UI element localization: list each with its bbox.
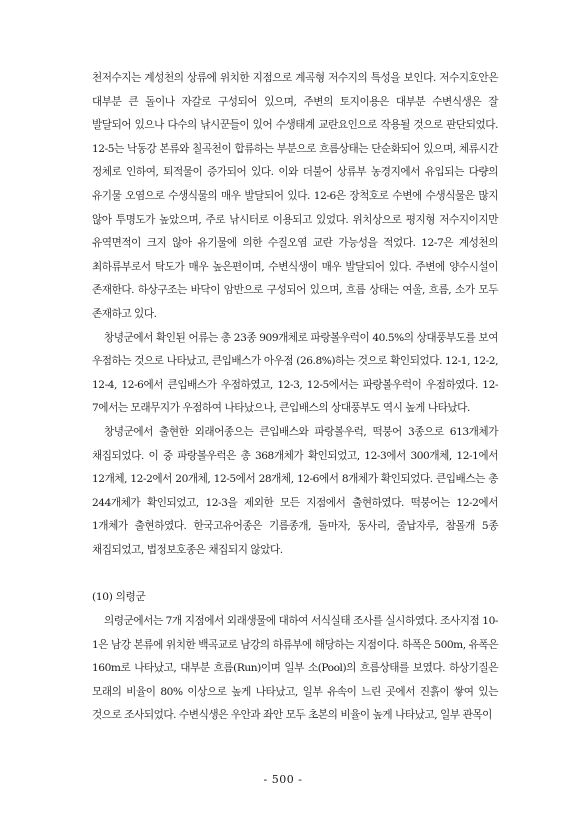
section-heading: (10) 의령군 [92, 591, 146, 604]
paragraph-changnyeong-fish: 창녕군에서 확인된 어류는 총 23종 909개체로 파랑볼우럭이 40.5%의 상대풍부도를 보여 우점하는 것으로 나타났고, 큰입배스가 아우점 (26.8%)하는 것으로 확인되었다. 12-1, 12-2, 12-4, 12-6에서 큰입배스가 우점하였고, 12-3, 12-5에서는 파랑볼우럭이 우점하였다. 12-7에서는 모래무지가 우점하여 나타났으나, 큰입배스의 상대풍부도 역시 높게 나타났다. [92, 331, 498, 415]
paragraph-changnyeong-sites: 천저수지는 계성천의 상류에 위치한 지점으로 계곡형 저수지의 특성을 보인다. 저수지호안은 대부분 큰 돌이나 자갈로 구성되어 있으며, 주변의 토지이용은 대부분 수변식생은 잘 발달되어 있으나 다수의 낚시꾼들이 있어 수생태계 교란요인으로 작용될 것으로 판단되었다. 12-5는 낙동강 본류와 칠곡천이 합류하는 부분으로 흐름상태는 단순화되어 있으며, 체류시간 정체로 인하여, 퇴적물이 증가되어 있다. 이와 더불어 상류부 농경지에서 유입되는 다량의 유기물 오염으로 수생식물의 매우 발달되어 있다. 12-6은 장척호로 수변에 수생식물은 많지 않아 투명도가 높았으며, 주로 낚시터로 이용되고 있었다. 위치상으로 평지형 저수지이지만 유역면적이 크지 않아 유기물에 의한 수질오염 교란 가능성을 적었다. 12-7은 계성천의 최하류부로서 탁도가 매우 높은편이며, 수변식생이 매우 발달되어 있다. 주변에 양수시설이 존재한다. 하상구조는 바닥이 암반으로 구성되어 있으며, 흐름 상태는 여울, 흐름, 소가 모두 존재하고 있다. [92, 72, 498, 320]
paragraph-uiryeong-survey: 의령군에서는 7개 지점에서 외래생물에 대하여 서식실태 조사를 실시하였다. 조사지점 10-1은 남강 본류에 위치한 백곡교로 남강의 하류부에 해당하는 지점이다. 하폭은 500m, 유폭은 160m로 나타났고, 대부분 흐름(Run)이며 일부 소(Pool)의 흐름상태를 보였다. 하상기질은 모래의 비율이 80% 이상으로 높게 나타났고, 일부 유속이 느린 곳에서 진흙이 쌓여 있는 것으로 조사되었다. 수변식생은 우안과 좌안 모두 초본의 비율이 높게 나타났고, 일부 관목이 [92, 615, 498, 722]
page-number: - 500 - [263, 773, 303, 786]
body-text [92, 67, 498, 728]
section-gap [92, 562, 498, 586]
paragraph-changnyeong-invasive: 창녕군에서 출현한 외래어종으는 큰입배스와 파랑볼우럭, 떡붕어 3종으로 613개체가 채집되었다. 이 중 파랑볼우럭은 총 368개체가 확인되었고, 12-3에서 300개체, 12-1에서 12개체, 12-2에서 20개체, 12-5에서 28개체, 12-6에서 8개체가 확인되었다. 큰입배스는 총 244개체가 확인되었고, 12-3을 제외한 모든 지점에서 출현하였다. 떡붕어는 12-2에서 1개체가 출현하였다. 한국고유어종은 기름종개, 돌마자, 동사리, 줄납자루, 참몰개 5종 채집되었고, 법정보호종은 채집되지 않았다. [92, 425, 498, 556]
